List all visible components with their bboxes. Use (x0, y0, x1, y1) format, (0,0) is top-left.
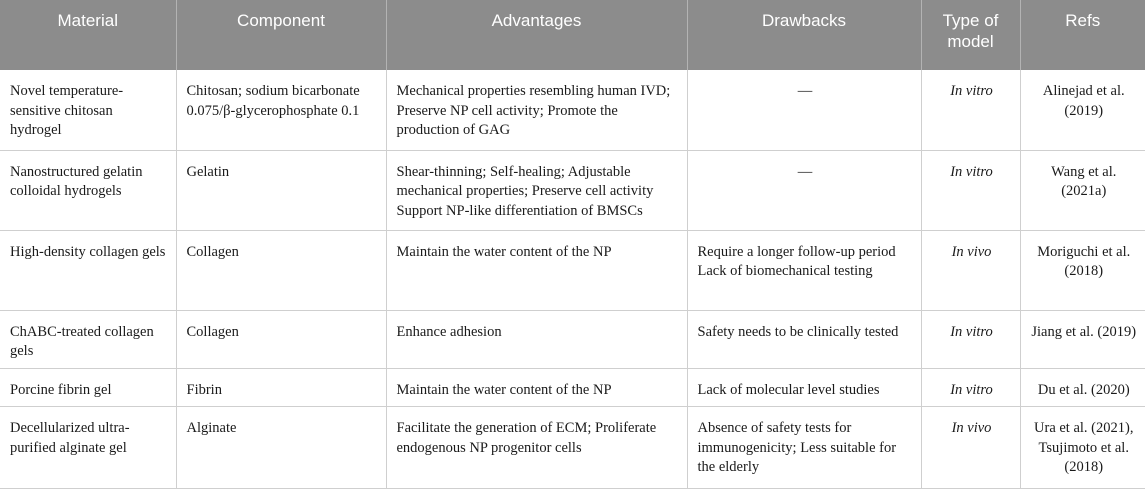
cell-advantages: Maintain the water content of the NP (386, 230, 687, 310)
cell-refs: Alinejad et al. (2019) (1020, 70, 1145, 150)
table-row (0, 368, 1145, 407)
cell-drawbacks: Require a longer follow-up period Lack of biomechanical testing (687, 230, 921, 310)
cell-drawbacks: Absence of safety tests for immunogenicity; Less suitable for the elderly (687, 407, 921, 489)
cell-advantages: Maintain the water content of the NP (386, 368, 687, 407)
cell-component: Collagen (176, 310, 386, 368)
cell-drawbacks: — (687, 70, 921, 150)
cell-advantages: Shear-thinning; Self-healing; Adjustable mechanical properties; Preserve cell activity Support NP-like differentiation of BMSCs (386, 150, 687, 230)
cell-material: Decellularized ultra-purified alginate gel (0, 407, 176, 489)
cell-material: Novel temperature-sensitive chitosan hydrogel (0, 70, 176, 150)
header-advantages: Advantages (386, 0, 687, 70)
cell-model: In vitro (921, 70, 1020, 150)
table-header (0, 0, 1145, 70)
cell-model: In vivo (921, 230, 1020, 310)
cell-refs: Ura et al. (2021), Tsujimoto et al. (2018) (1020, 407, 1145, 489)
cell-model: In vitro (921, 310, 1020, 368)
cell-component: Fibrin (176, 368, 386, 407)
table-row (0, 230, 1145, 310)
cell-component: Collagen (176, 230, 386, 310)
header-component: Component (176, 0, 386, 70)
cell-component: Gelatin (176, 150, 386, 230)
cell-refs: Moriguchi et al. (2018) (1020, 230, 1145, 310)
header-material: Material (0, 0, 176, 70)
table-row (0, 407, 1145, 489)
cell-component: Alginate (176, 407, 386, 489)
header-refs: Refs (1020, 0, 1145, 70)
cell-drawbacks: Safety needs to be clinically tested (687, 310, 921, 368)
cell-advantages: Enhance adhesion (386, 310, 687, 368)
cell-material: Porcine fibrin gel (0, 368, 176, 407)
cell-material: High-density collagen gels (0, 230, 176, 310)
cell-drawbacks: — (687, 150, 921, 230)
cell-model: In vitro (921, 150, 1020, 230)
cell-drawbacks: Lack of molecular level studies (687, 368, 921, 407)
cell-material: ChABC-treated collagen gels (0, 310, 176, 368)
cell-model: In vitro (921, 368, 1020, 407)
header-row (0, 0, 1145, 70)
table-row (0, 150, 1145, 230)
table-row (0, 70, 1145, 150)
table-body (0, 70, 1145, 489)
table-row (0, 310, 1145, 368)
cell-refs: Wang et al. (2021a) (1020, 150, 1145, 230)
cell-material: Nanostructured gelatin colloidal hydrogels (0, 150, 176, 230)
cell-advantages: Facilitate the generation of ECM; Proliferate endogenous NP progenitor cells (386, 407, 687, 489)
cell-component: Chitosan; sodium bicarbonate 0.075/β-glycerophosphate 0.1 (176, 70, 386, 150)
cell-refs: Du et al. (2020) (1020, 368, 1145, 407)
cell-advantages: Mechanical properties resembling human IVD; Preserve NP cell activity; Promote the production of GAG (386, 70, 687, 150)
header-type-of-model: Type of model (921, 0, 1020, 70)
cell-model: In vivo (921, 407, 1020, 489)
header-drawbacks: Drawbacks (687, 0, 921, 70)
cell-refs: Jiang et al. (2019) (1020, 310, 1145, 368)
